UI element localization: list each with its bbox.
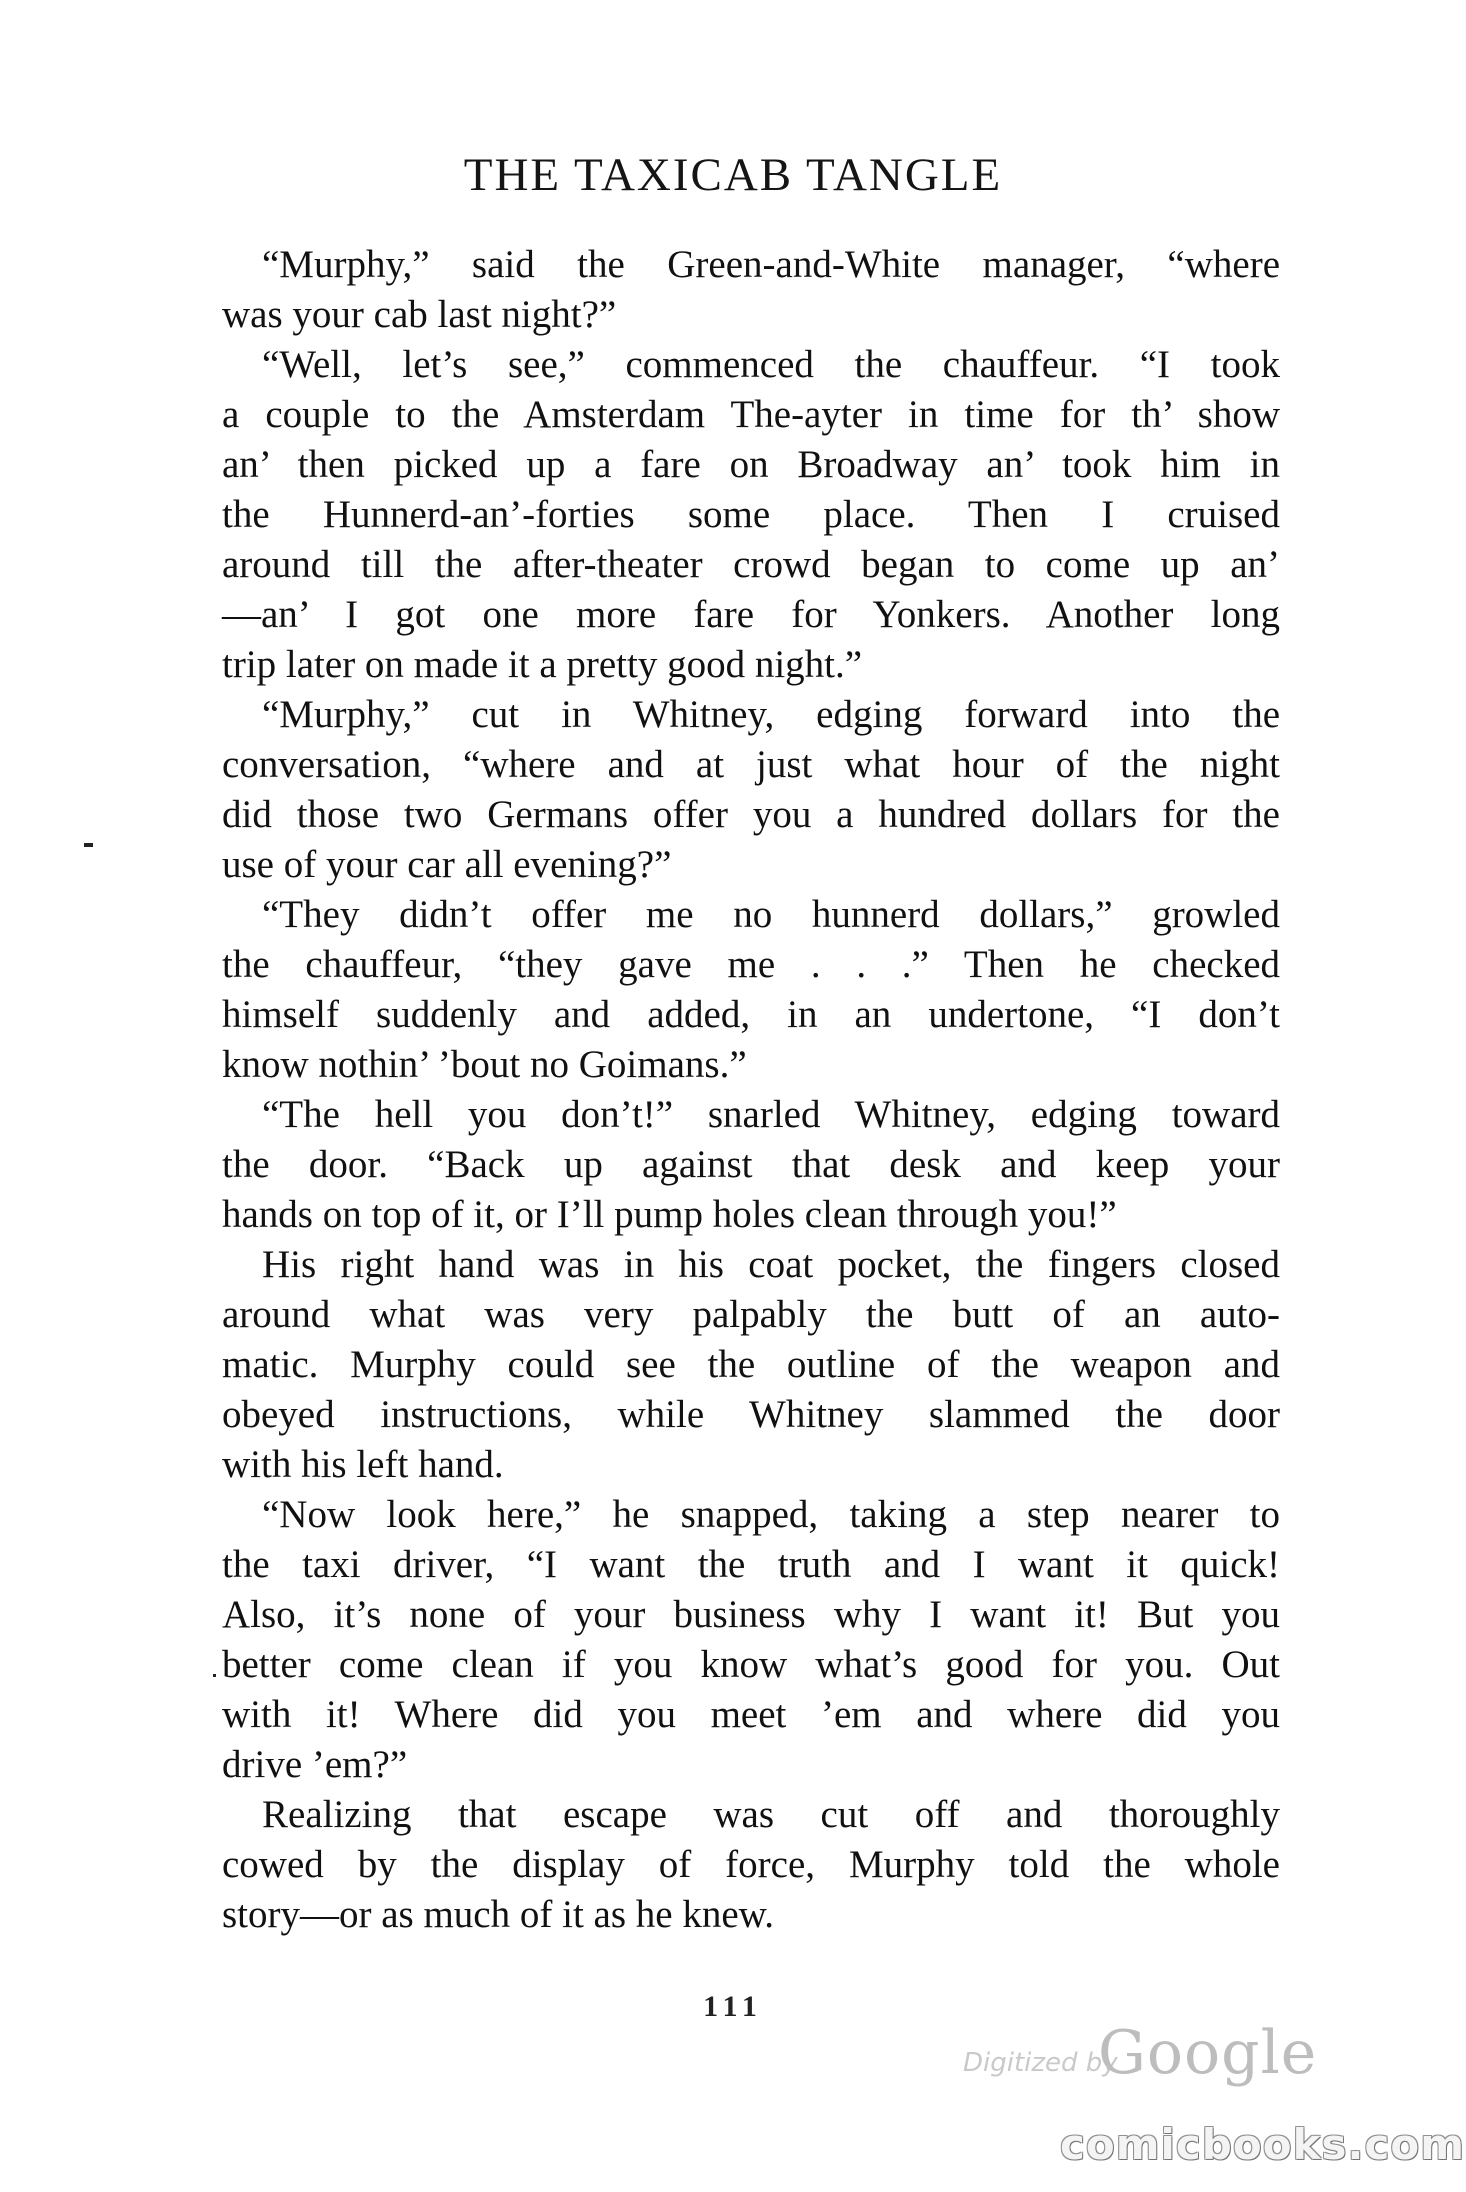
text-line: with his left hand. <box>222 1443 504 1486</box>
text-line: use of your car all evening?” <box>222 843 672 886</box>
text-line: His right hand was in his coat pocket, the fingers closed <box>262 1243 1280 1286</box>
text-line: better come clean if you know what’s good for you. Out <box>222 1643 1280 1686</box>
text-line: hands on top of it, or I’ll pump holes clean through you!” <box>222 1193 1117 1236</box>
text-line: around till the after-theater crowd began to come up an’ <box>222 543 1280 586</box>
margin-speck <box>84 843 93 847</box>
text-line: “Murphy,” cut in Whitney, edging forward into the <box>262 693 1280 736</box>
text-line: Realizing that escape was cut off and thoroughly <box>262 1793 1280 1836</box>
text-line: “Murphy,” said the Green-and-White manager, “where <box>262 243 1280 286</box>
text-line: the taxi driver, “I want the truth and I want it quick! <box>222 1543 1280 1586</box>
site-watermark: comicbooks.com <box>1060 2120 1465 2169</box>
text-line: obeyed instructions, while Whitney slammed the door <box>222 1393 1280 1436</box>
text-line: the Hunnerd-an’-forties some place. Then I cruised <box>222 493 1280 536</box>
text-line: cowed by the display of force, Murphy told the whole <box>222 1843 1280 1886</box>
text-line: “Now look here,” he snapped, taking a step nearer to <box>262 1493 1280 1536</box>
text-line: “The hell you don’t!” snarled Whitney, edging toward <box>262 1093 1280 1136</box>
body-text <box>222 240 1280 1940</box>
text-line: trip later on made it a pretty good night.” <box>222 643 863 686</box>
running-head: THE TAXICAB TANGLE <box>463 149 1003 201</box>
digitized-by-label: Digitized by <box>963 2048 1118 2078</box>
text-line: matic. Murphy could see the outline of the weapon and <box>222 1343 1280 1386</box>
text-line: with it! Where did you meet ’em and where did you <box>222 1693 1280 1736</box>
text-line: a couple to the Amsterdam The-ayter in time for th’ show <box>222 393 1280 436</box>
text-line: the door. “Back up against that desk and keep your <box>222 1143 1280 1186</box>
page-number: 111 <box>703 1990 763 2023</box>
text-line: “They didn’t offer me no hunnerd dollars,” growled <box>262 893 1280 936</box>
text-line: an’ then picked up a fare on Broadway an’ took him in <box>222 443 1280 486</box>
google-logo: Google <box>1098 2018 1318 2088</box>
text-line: Also, it’s none of your business why I want it! But you <box>222 1593 1280 1636</box>
text-line: —an’ I got one more fare for Yonkers. Another long <box>222 593 1280 636</box>
text-line: himself suddenly and added, in an undertone, “I don’t <box>222 993 1280 1036</box>
text-line: did those two Germans offer you a hundred dollars for the <box>222 793 1280 836</box>
margin-speck <box>213 1674 216 1677</box>
text-line: story—or as much of it as he knew. <box>222 1893 775 1936</box>
text-line: was your cab last night?” <box>222 293 617 336</box>
text-line: “Well, let’s see,” commenced the chauffeur. “I took <box>262 343 1280 386</box>
text-line: around what was very palpably the butt of an auto- <box>222 1293 1280 1336</box>
text-line: drive ’em?” <box>222 1743 408 1786</box>
text-line: conversation, “where and at just what hour of the night <box>222 743 1280 786</box>
text-line: know nothin’ ’bout no Goimans.” <box>222 1043 747 1086</box>
text-line: the chauffeur, “they gave me . . .” Then he checked <box>222 943 1280 986</box>
